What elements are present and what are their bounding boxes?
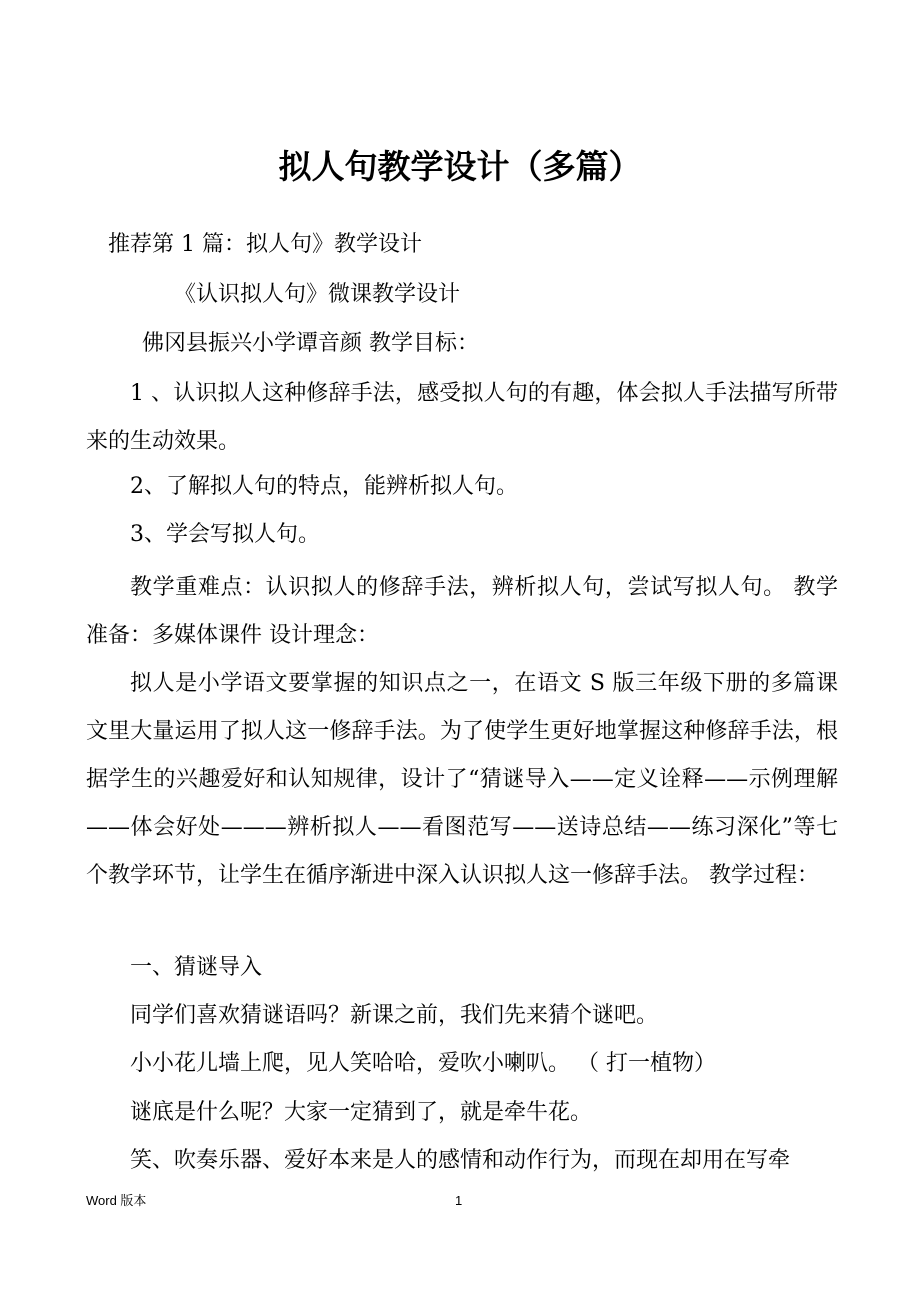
goal-3-line: 3、学会写拟人句。 — [130, 522, 320, 547]
goal-2-line: 2、了解拟人句的特点，能辨析拟人句。 — [130, 474, 518, 499]
key-points-paragraph: 教学重难点：认识拟人的修辞手法，辨析拟人句，尝试写拟人句。 教学准备：多媒体课件 设计理念： — [86, 575, 838, 648]
document-title: 拟人句教学设计（多篇） — [278, 147, 642, 186]
lesson-subtitle: 《认识拟人句》微课教学设计 — [174, 282, 461, 307]
riddle-answer-line: 谜底是什么呢？大家一定猜到了，就是牵牛花。 — [130, 1100, 593, 1125]
riddle-line: 小小花儿墙上爬，见人笑哈哈，爱吹小喇叭。 （ 打一植物） — [130, 1051, 716, 1076]
design-concept-paragraph: 拟人是小学语文要掌握的知识点之一，在语文 S 版三年级下册的多篇课文里大量运用了拟人这一修辞手法。为了使学生更好地掌握这种修辞手法，根据学生的兴趣爱好和认知规律，设计了“猜谜导入——定义诠释——示例理解——体会好处———辨析拟人——看图范写——送诗总结——练习深化”等七个教学环节，让学生在循序渐进中深入认识拟人这一修辞手法。 教学过程： — [86, 671, 838, 888]
goal-1-paragraph: 1 、认识拟人这种修辞手法，感受拟人句的有趣，体会拟人手法描写所带来的生动效果。 — [86, 381, 838, 454]
recommend-heading: 推荐第 1 篇：拟人句》教学设计 — [108, 232, 422, 257]
page-number: 1 — [455, 1193, 463, 1208]
riddle-question-line: 同学们喜欢猜谜语吗？新课之前，我们先来猜个谜吧。 — [130, 1003, 659, 1028]
section-heading-riddle: 一、猜谜导入 — [130, 955, 263, 980]
footer-version-label: Word 版本 — [86, 1193, 147, 1208]
author-line: 佛冈县振兴小学谭音颜 教学目标： — [142, 331, 479, 356]
explanation-line: 笑、吹奏乐器、爱好本来是人的感情和动作行为，而现在却用在写牵 — [130, 1148, 791, 1173]
